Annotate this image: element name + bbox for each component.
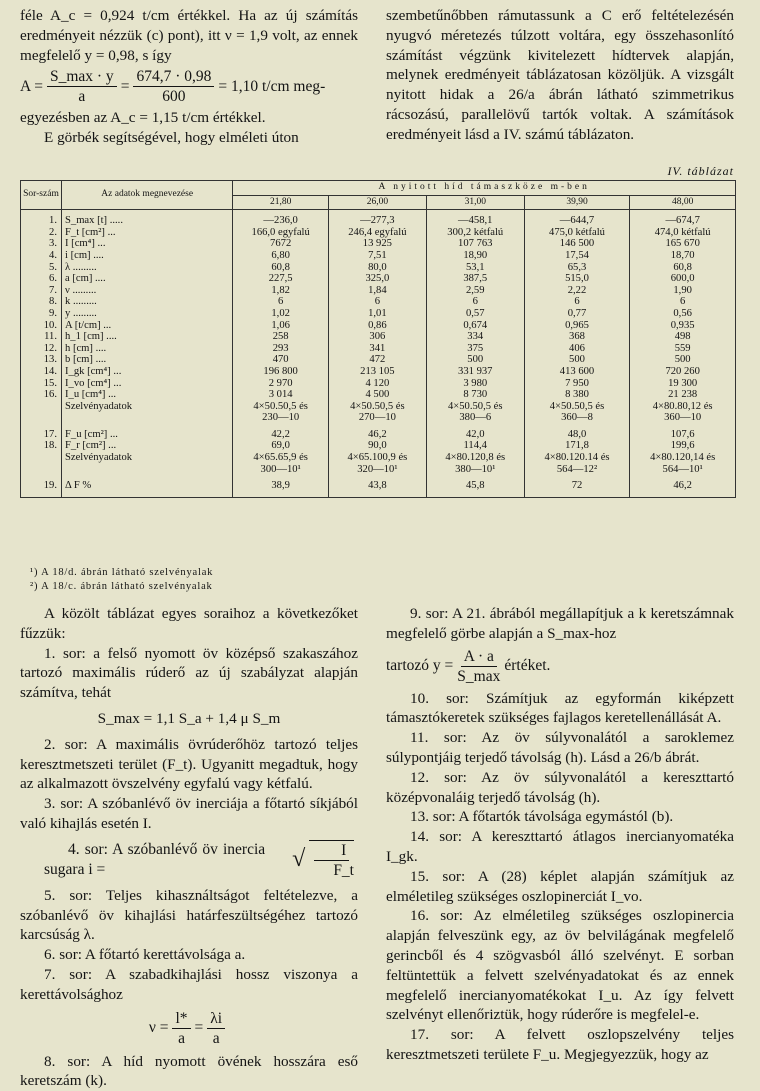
table-cell: 4 120 — [328, 378, 426, 390]
table-cell: 60,8 — [233, 262, 329, 274]
table-cell: 6 — [233, 296, 329, 308]
row-number: 8. — [21, 296, 62, 308]
paragraph: 12. sor: Az öv súlyvonalától a kereszttartó középvonaláig terjedő távolság (h). — [386, 768, 734, 806]
table-row — [21, 262, 736, 274]
table-row — [21, 366, 736, 378]
table-row — [21, 331, 736, 343]
gap-cell — [233, 492, 329, 498]
paragraph: 10. sor: Számítjuk az egyformán kiképzett támasztókeretek szükséges fajlagos keretellenállását A. — [386, 689, 734, 727]
table-cell: 166,0 egyfalú — [233, 227, 329, 239]
table-cell: 1,82 — [233, 285, 329, 297]
table-cell: —644,7 — [524, 215, 630, 227]
row-number: 17. — [21, 429, 62, 441]
table-cell: 0,77 — [524, 308, 630, 320]
table-cell: 8 730 — [426, 389, 524, 401]
table-row — [21, 440, 736, 452]
row-number: 13. — [21, 354, 62, 366]
table-cell: 6 — [630, 296, 736, 308]
table-cell: 4 500 — [328, 389, 426, 401]
span-header: 39,90 — [524, 195, 630, 210]
gap-cell — [328, 492, 426, 498]
table-cell: 387,5 — [426, 273, 524, 285]
table-cell: 21 238 — [630, 389, 736, 401]
row-label: ν ......... — [62, 285, 233, 297]
span-header: 21,80 — [233, 195, 329, 210]
formula-i: 4. sor: A szóbanlévő öv inercia sugara i = √ $\frac{I}{F\_t}$ — [44, 840, 354, 879]
table-cell: —236,0 — [233, 215, 329, 227]
gap-cell — [524, 492, 630, 498]
gap-cell — [21, 492, 62, 498]
fraction: $\frac{I}{F\_t}$ — [309, 840, 354, 880]
paragraph: szembetűnőbben rámutassunk a C erő feltételezésén nyugvó méretezés túlzott voltára, egy összehasonlító számítást végzünk kivitelezett hídtervek alapján, melynek eredményeit táblázatosan közöljük. A vizsgált nyitott hidak a 26/a ábrán látható szimmetrikus rácsozású, parallelövű tartók voltak. A számítások eredményeit lásd a IV. számú táblázaton. — [386, 7, 734, 143]
table-cell: 60,8 — [630, 262, 736, 274]
table-cell: 474,0 kétfalú — [630, 227, 736, 239]
table-cell: 8 380 — [524, 389, 630, 401]
paragraph: 9. sor: A 21. ábrából megállapítjuk a k keretszámnak megfelelő görbe alapján a S_max-hoz — [386, 605, 734, 642]
table-row — [21, 389, 736, 401]
table-cell: 472 — [328, 354, 426, 366]
table-cell: 470 — [233, 354, 329, 366]
table-cell: 18,90 — [426, 250, 524, 262]
paragraph: A közölt táblázat egyes soraihoz a következőket fűzzük: — [20, 605, 358, 642]
table-cell: 300—10¹ — [233, 464, 329, 476]
table-row — [21, 343, 736, 355]
table-row — [21, 285, 736, 297]
table-cell: 0,86 — [328, 320, 426, 332]
table-cell: 293 — [233, 343, 329, 355]
table-cell: 246,4 egyfalú — [328, 227, 426, 239]
table-cell: 475,0 kétfalú — [524, 227, 630, 239]
row-number: 14. — [21, 366, 62, 378]
table-row — [21, 296, 736, 308]
table-cell: 213 105 — [328, 366, 426, 378]
gap-cell — [630, 492, 736, 498]
row-number: 1. — [21, 215, 62, 227]
table-caption: IV. táblázat — [667, 164, 734, 178]
row-number: 5. — [21, 262, 62, 274]
table-cell: 4×50.50,5 és — [328, 401, 426, 413]
table-cell: 6 — [524, 296, 630, 308]
table-row — [21, 429, 736, 441]
table-cell: 368 — [524, 331, 630, 343]
table-cell: 564—10¹ — [630, 464, 736, 476]
table-cell: 53,1 — [426, 262, 524, 274]
row-label: y ......... — [62, 308, 233, 320]
row-number — [21, 464, 62, 476]
table-cell: 360—8 — [524, 412, 630, 424]
row-number: 19. — [21, 480, 62, 492]
fraction: $\frac{A \cdot a}{S\_\max}$ — [457, 647, 501, 685]
row-number — [21, 401, 62, 413]
row-label: i [cm] .... — [62, 250, 233, 262]
table-cell: 6,80 — [233, 250, 329, 262]
row-label: k ......... — [62, 296, 233, 308]
table-cell: —674,7 — [630, 215, 736, 227]
table-cell: 413 600 — [524, 366, 630, 378]
table-cell: 146 500 — [524, 238, 630, 250]
table-cell: 341 — [328, 343, 426, 355]
formula-a: A = $\frac{S\_\max \cdot y}{a}$ = $\frac{674,7 \cdot 0,98}{600}$ = 1,10 t/cm meg- — [20, 68, 326, 106]
paragraph: 13. sor: A főtartók távolsága egymástól (b). — [410, 808, 674, 826]
table-cell: 17,54 — [524, 250, 630, 262]
row-label: h_1 [cm] .... — [62, 331, 233, 343]
table-cell: 1,01 — [328, 308, 426, 320]
table-cell: 515,0 — [524, 273, 630, 285]
table-cell: 4×50.50,5 és — [426, 401, 524, 413]
table-cell: 500 — [524, 354, 630, 366]
paragraph: 6. sor: A főtartó kerettávolsága a. — [44, 946, 246, 964]
table-cell: 334 — [426, 331, 524, 343]
table-cell: 18,70 — [630, 250, 736, 262]
table-cell: 380—6 — [426, 412, 524, 424]
table-cell: 3 980 — [426, 378, 524, 390]
table-cell: 65,3 — [524, 262, 630, 274]
row-number: 6. — [21, 273, 62, 285]
top-left-column — [20, 6, 358, 148]
table-cell: 46,2 — [328, 429, 426, 441]
row-number — [21, 452, 62, 464]
row-number: 10. — [21, 320, 62, 332]
table-cell: 42,0 — [426, 429, 524, 441]
table-cell: 6 — [426, 296, 524, 308]
row-gap — [21, 492, 736, 498]
table-cell: 500 — [426, 354, 524, 366]
row-label — [62, 464, 233, 476]
row-label — [62, 412, 233, 424]
paragraph: 3. sor: A szóbanlévő öv inerciája a főtartó síkjából való kihajlás esetén I. — [20, 795, 358, 832]
row-label: Δ F % — [62, 480, 233, 492]
table-row — [21, 308, 736, 320]
gap-cell — [62, 492, 233, 498]
table-cell: 380—10¹ — [426, 464, 524, 476]
row-number: 11. — [21, 331, 62, 343]
footnote-1: ¹) A 18/d. ábrán látható szelvényalak — [30, 567, 214, 578]
row-label: I [cm⁴] ... — [62, 238, 233, 250]
table-cell: 43,8 — [328, 480, 426, 492]
table-cell: 19 300 — [630, 378, 736, 390]
table-cell: 4×50.50,5 és — [524, 401, 630, 413]
table-row — [21, 354, 736, 366]
table-cell: 375 — [426, 343, 524, 355]
row-label: I_u [cm⁴] ... — [62, 389, 233, 401]
paragraph: E görbék segítségével, hogy elméleti úton — [44, 129, 299, 147]
table-cell: 4×65.65,9 és — [233, 452, 329, 464]
table-cell: 0,56 — [630, 308, 736, 320]
table-cell: 331 937 — [426, 366, 524, 378]
row-label: I_vo [cm⁴] ... — [62, 378, 233, 390]
row-label: A [t/cm] ... — [62, 320, 233, 332]
table-cell: 2 970 — [233, 378, 329, 390]
table-cell: 45,8 — [426, 480, 524, 492]
paragraph: 7. sor: A szabadkihajlási hossz viszonya a kerettávolsághoz — [20, 965, 358, 1003]
table-cell: 4×50.50,5 és — [233, 401, 329, 413]
row-number: 12. — [21, 343, 62, 355]
table-cell: 90,0 — [328, 440, 426, 452]
table-cell: 227,5 — [233, 273, 329, 285]
table-cell: 360—10 — [630, 412, 736, 424]
table-cell: 230—10 — [233, 412, 329, 424]
gap-cell — [426, 492, 524, 498]
table-cell: 4×65.100,9 és — [328, 452, 426, 464]
table-cell: 2,22 — [524, 285, 630, 297]
table-cell: 38,9 — [233, 480, 329, 492]
table-cell: 107,6 — [630, 429, 736, 441]
row-number: 18. — [21, 440, 62, 452]
table-cell: 320—10¹ — [328, 464, 426, 476]
paragraph: 14. sor: A kereszttartó átlagos inercianyomatéka I_gk. — [386, 828, 734, 865]
table-cell: 270—10 — [328, 412, 426, 424]
table-row — [21, 320, 736, 332]
table-row — [21, 227, 736, 239]
fraction: $\frac{\lambda i}{a}$ — [207, 1009, 225, 1048]
table-cell: 171,8 — [524, 440, 630, 452]
span-header: 31,00 — [426, 195, 524, 210]
footnote-2: ²) A 18/c. ábrán látható szelvényalak — [30, 581, 213, 592]
row-label: S_max [t] ..... — [62, 215, 233, 227]
header-span: A nyitott híd támaszköze m-ben — [233, 181, 736, 196]
table-cell: —277,3 — [328, 215, 426, 227]
row-label: Szelvényadatok — [62, 401, 233, 413]
table-cell: 1,02 — [233, 308, 329, 320]
table-cell: 114,4 — [426, 440, 524, 452]
fraction: $\frac{l*}{a}$ — [172, 1009, 190, 1048]
row-label: Szelvényadatok — [62, 452, 233, 464]
row-number: 4. — [21, 250, 62, 262]
table-cell: 500 — [630, 354, 736, 366]
header-sor: Sor-szám — [21, 181, 62, 210]
span-header: 26,00 — [328, 195, 426, 210]
paragraph: féle A_c = 0,924 t/cm értékkel. Ha az új számítás eredményeit nézzük (c) pont), itt ν = 1,9 volt, az ennek megfelelő y = 0,98, s így — [20, 7, 358, 64]
table-cell: —458,1 — [426, 215, 524, 227]
row-number: 9. — [21, 308, 62, 320]
table-cell: 1,06 — [233, 320, 329, 332]
row-number: 3. — [21, 238, 62, 250]
row-label: h [cm] .... — [62, 343, 233, 355]
fraction: $\frac{674,7 \cdot 0,98}{600}$ — [133, 67, 214, 106]
table-row — [21, 273, 736, 285]
paragraph: 5. sor: Teljes kihasználtságot feltételezve, a szóbanlévő öv kihajlási határfeszültségéhez tartozó karcsúság λ. — [20, 886, 358, 944]
table-cell: 4×80.120,8 és — [426, 452, 524, 464]
table-cell: 165 670 — [630, 238, 736, 250]
table-cell: 0,674 — [426, 320, 524, 332]
table-row — [21, 215, 736, 227]
table-cell: 564—12² — [524, 464, 630, 476]
table-row — [21, 238, 736, 250]
table-cell: 69,0 — [233, 440, 329, 452]
table-cell: 13 925 — [328, 238, 426, 250]
row-label: λ ......... — [62, 262, 233, 274]
table-cell: 2,59 — [426, 285, 524, 297]
table-cell: 0,57 — [426, 308, 524, 320]
table-cell: 4×80.120.14 és — [524, 452, 630, 464]
paragraph: 1. sor: a felső nyomott öv középső szakaszához tartozó maximális rúderő az új szabályzat alapján számítva, tehát — [20, 644, 358, 702]
table-cell: 72 — [524, 480, 630, 492]
table-cell: 3 014 — [233, 389, 329, 401]
paragraph: 16. sor: Az elméletileg szükséges oszlopinercia alapján felveszünk egy, az öv belvilágának megfelelő gerincből és 4 szögvasból álló szelvényt. E sorban feltüntettük a felvett szelvényadatokat és az ennek megfelelő inercianyomatékokat I_u. Az így felvett szelvényt ellenőriztük, hogy rúderőre is megfelel-e. — [386, 907, 734, 1024]
paragraph: egyezésben az A_c = 1,15 t/cm értékkel. — [20, 109, 266, 127]
table-cell: 107 763 — [426, 238, 524, 250]
table-cell: 306 — [328, 331, 426, 343]
table-row — [21, 452, 736, 464]
paragraph: 11. sor: Az öv súlyvonalától a saroklemez súlypontjáig terjedő távolság (h). Lásd a 26/b ábrát. — [386, 729, 734, 766]
table-cell: 4×80.80,12 és — [630, 401, 736, 413]
table-cell: 7,51 — [328, 250, 426, 262]
table-cell: 4×80.120,14 és — [630, 452, 736, 464]
table-row — [21, 378, 736, 390]
data-table — [20, 180, 736, 498]
row-label: a [cm] .... — [62, 273, 233, 285]
table-cell: 46,2 — [630, 480, 736, 492]
row-number: 2. — [21, 227, 62, 239]
row-label: b [cm] .... — [62, 354, 233, 366]
table-row — [21, 464, 736, 476]
table-cell: 720 260 — [630, 366, 736, 378]
bottom-right-column — [386, 604, 734, 1065]
table-cell: 1,84 — [328, 285, 426, 297]
paragraph: 17. sor: A felvett oszlopszelvény teljes keresztmetszeti területe F_u. Megjegyezzük, hogy az — [386, 1026, 734, 1063]
table-cell: 7 950 — [524, 378, 630, 390]
table-cell: 1,90 — [630, 285, 736, 297]
table-cell: 258 — [233, 331, 329, 343]
table-cell: 300,2 kétfalú — [426, 227, 524, 239]
paragraph: 2. sor: A maximális övrúderőhöz tartozó teljes keresztmetszeti terület (F_t). Ugyanitt megadtuk, hogy az alkalmazott övszelvény egyfalú vagy kétfalú. — [20, 735, 358, 793]
table-cell: 7672 — [233, 238, 329, 250]
fraction: $\frac{S\_\max \cdot y}{a}$ — [47, 67, 117, 106]
paragraph: 15. sor: A (28) képlet alapján számítjuk az elméletileg szükséges oszlopinerciát I_vo. — [386, 867, 734, 905]
formula-nu: ν = $\frac{l*}{a}$ = $\frac{\lambda i}{a}$ — [20, 1009, 358, 1048]
formula-smax: S_max = 1,1 S_a + 1,4 μ S_m — [97, 709, 281, 727]
table-row — [21, 250, 736, 262]
row-label: F_t [cm²] ... — [62, 227, 233, 239]
table-row — [21, 412, 736, 424]
header-adatok: Az adatok megnevezése — [62, 181, 233, 210]
paragraph: 8. sor: A híd nyomott övének hosszára eső keretszám (k). — [20, 1052, 358, 1090]
table-cell: 559 — [630, 343, 736, 355]
table-cell: 498 — [630, 331, 736, 343]
table-cell: 42,2 — [233, 429, 329, 441]
row-number: 15. — [21, 378, 62, 390]
table-cell: 600,0 — [630, 273, 736, 285]
span-header: 48,00 — [630, 195, 736, 210]
table-cell: 196 800 — [233, 366, 329, 378]
table-cell: 6 — [328, 296, 426, 308]
table-cell: 48,0 — [524, 429, 630, 441]
row-number: 7. — [21, 285, 62, 297]
row-label: F_r [cm²] ... — [62, 440, 233, 452]
row-number — [21, 412, 62, 424]
table-cell: 0,965 — [524, 320, 630, 332]
table-row — [21, 401, 736, 413]
formula-y: tartozó y = $\frac{A \cdot a}{S\_\max}$ értéket. — [386, 647, 551, 685]
table-cell: 406 — [524, 343, 630, 355]
table-cell: 199,6 — [630, 440, 736, 452]
bottom-left-column — [20, 604, 358, 1091]
row-label: F_u [cm²] ... — [62, 429, 233, 441]
row-number: 16. — [21, 389, 62, 401]
table-row — [21, 480, 736, 492]
table-cell: 80,0 — [328, 262, 426, 274]
table-cell: 325,0 — [328, 273, 426, 285]
row-label: I_gk [cm⁴] ... — [62, 366, 233, 378]
table-cell: 0,935 — [630, 320, 736, 332]
top-right-column — [386, 6, 734, 145]
